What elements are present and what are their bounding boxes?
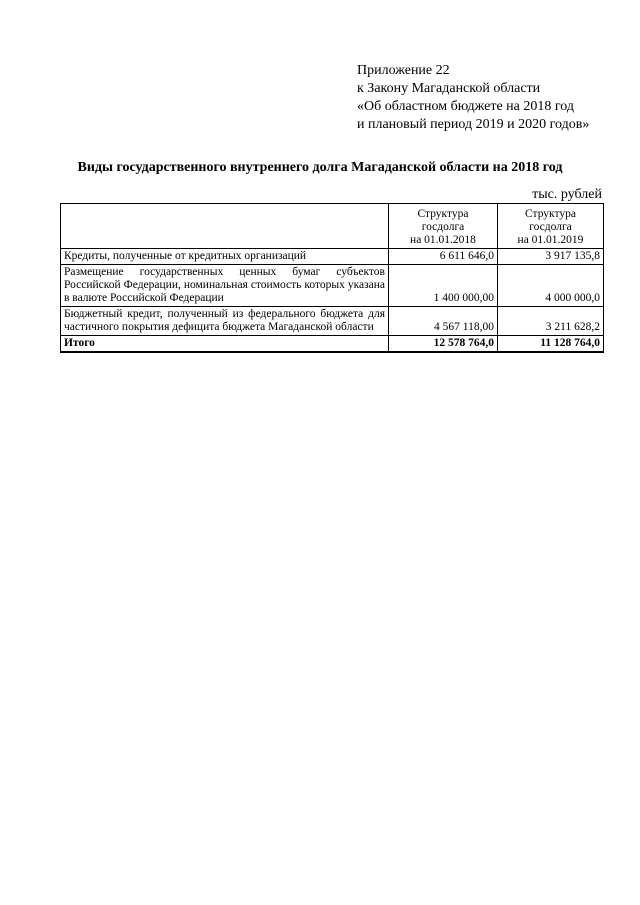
row-name: Кредиты, полученные от кредитных организаций — [61, 249, 389, 265]
total-value-2018: 12 578 764,0 — [389, 336, 498, 353]
document-title: Виды государственного внутреннего долга Магаданской области на 2018 год — [77, 160, 563, 175]
table-row — [61, 265, 604, 307]
total-label: Итого — [61, 336, 389, 353]
table-row — [61, 307, 604, 336]
row-value-2018: 4 567 118,00 — [389, 307, 498, 336]
row-value-2018: 1 400 000,00 — [389, 265, 498, 307]
row-value-2019: 4 000 000,0 — [498, 265, 604, 307]
table-header-row — [61, 204, 604, 249]
total-value-2019: 11 128 764,0 — [498, 336, 604, 353]
row-name: Размещение государственных ценных бумаг субъектов Российской Федерации, номинальная стоимость которых указана в валюте Российской Федерации — [61, 265, 389, 307]
row-value-2019: 3 211 628,2 — [498, 307, 604, 336]
row-name: Бюджетный кредит, полученный из федерального бюджета для частичного покрытия дефицита бюджета Магаданской области — [61, 307, 389, 336]
appendix-line: Приложение 22 — [357, 63, 450, 78]
table-row — [61, 249, 604, 265]
table-total-row — [61, 336, 604, 353]
header-empty-cell — [61, 204, 389, 249]
appendix-line: «Об областном бюджете на 2018 год — [357, 99, 574, 114]
row-value-2019: 3 917 135,8 — [498, 249, 604, 265]
row-value-2018: 6 611 646,0 — [389, 249, 498, 265]
appendix-block — [357, 62, 589, 134]
appendix-line: и плановый период 2019 и 2020 годов» — [357, 117, 590, 132]
header-2019: Структура госдолга на 01.01.2019 — [498, 204, 604, 249]
debt-table — [60, 203, 604, 353]
header-2018: Структура госдолга на 01.01.2018 — [389, 204, 498, 249]
units-label: тыс. рублей — [532, 187, 602, 202]
appendix-line: к Закону Магаданской области — [357, 81, 541, 96]
